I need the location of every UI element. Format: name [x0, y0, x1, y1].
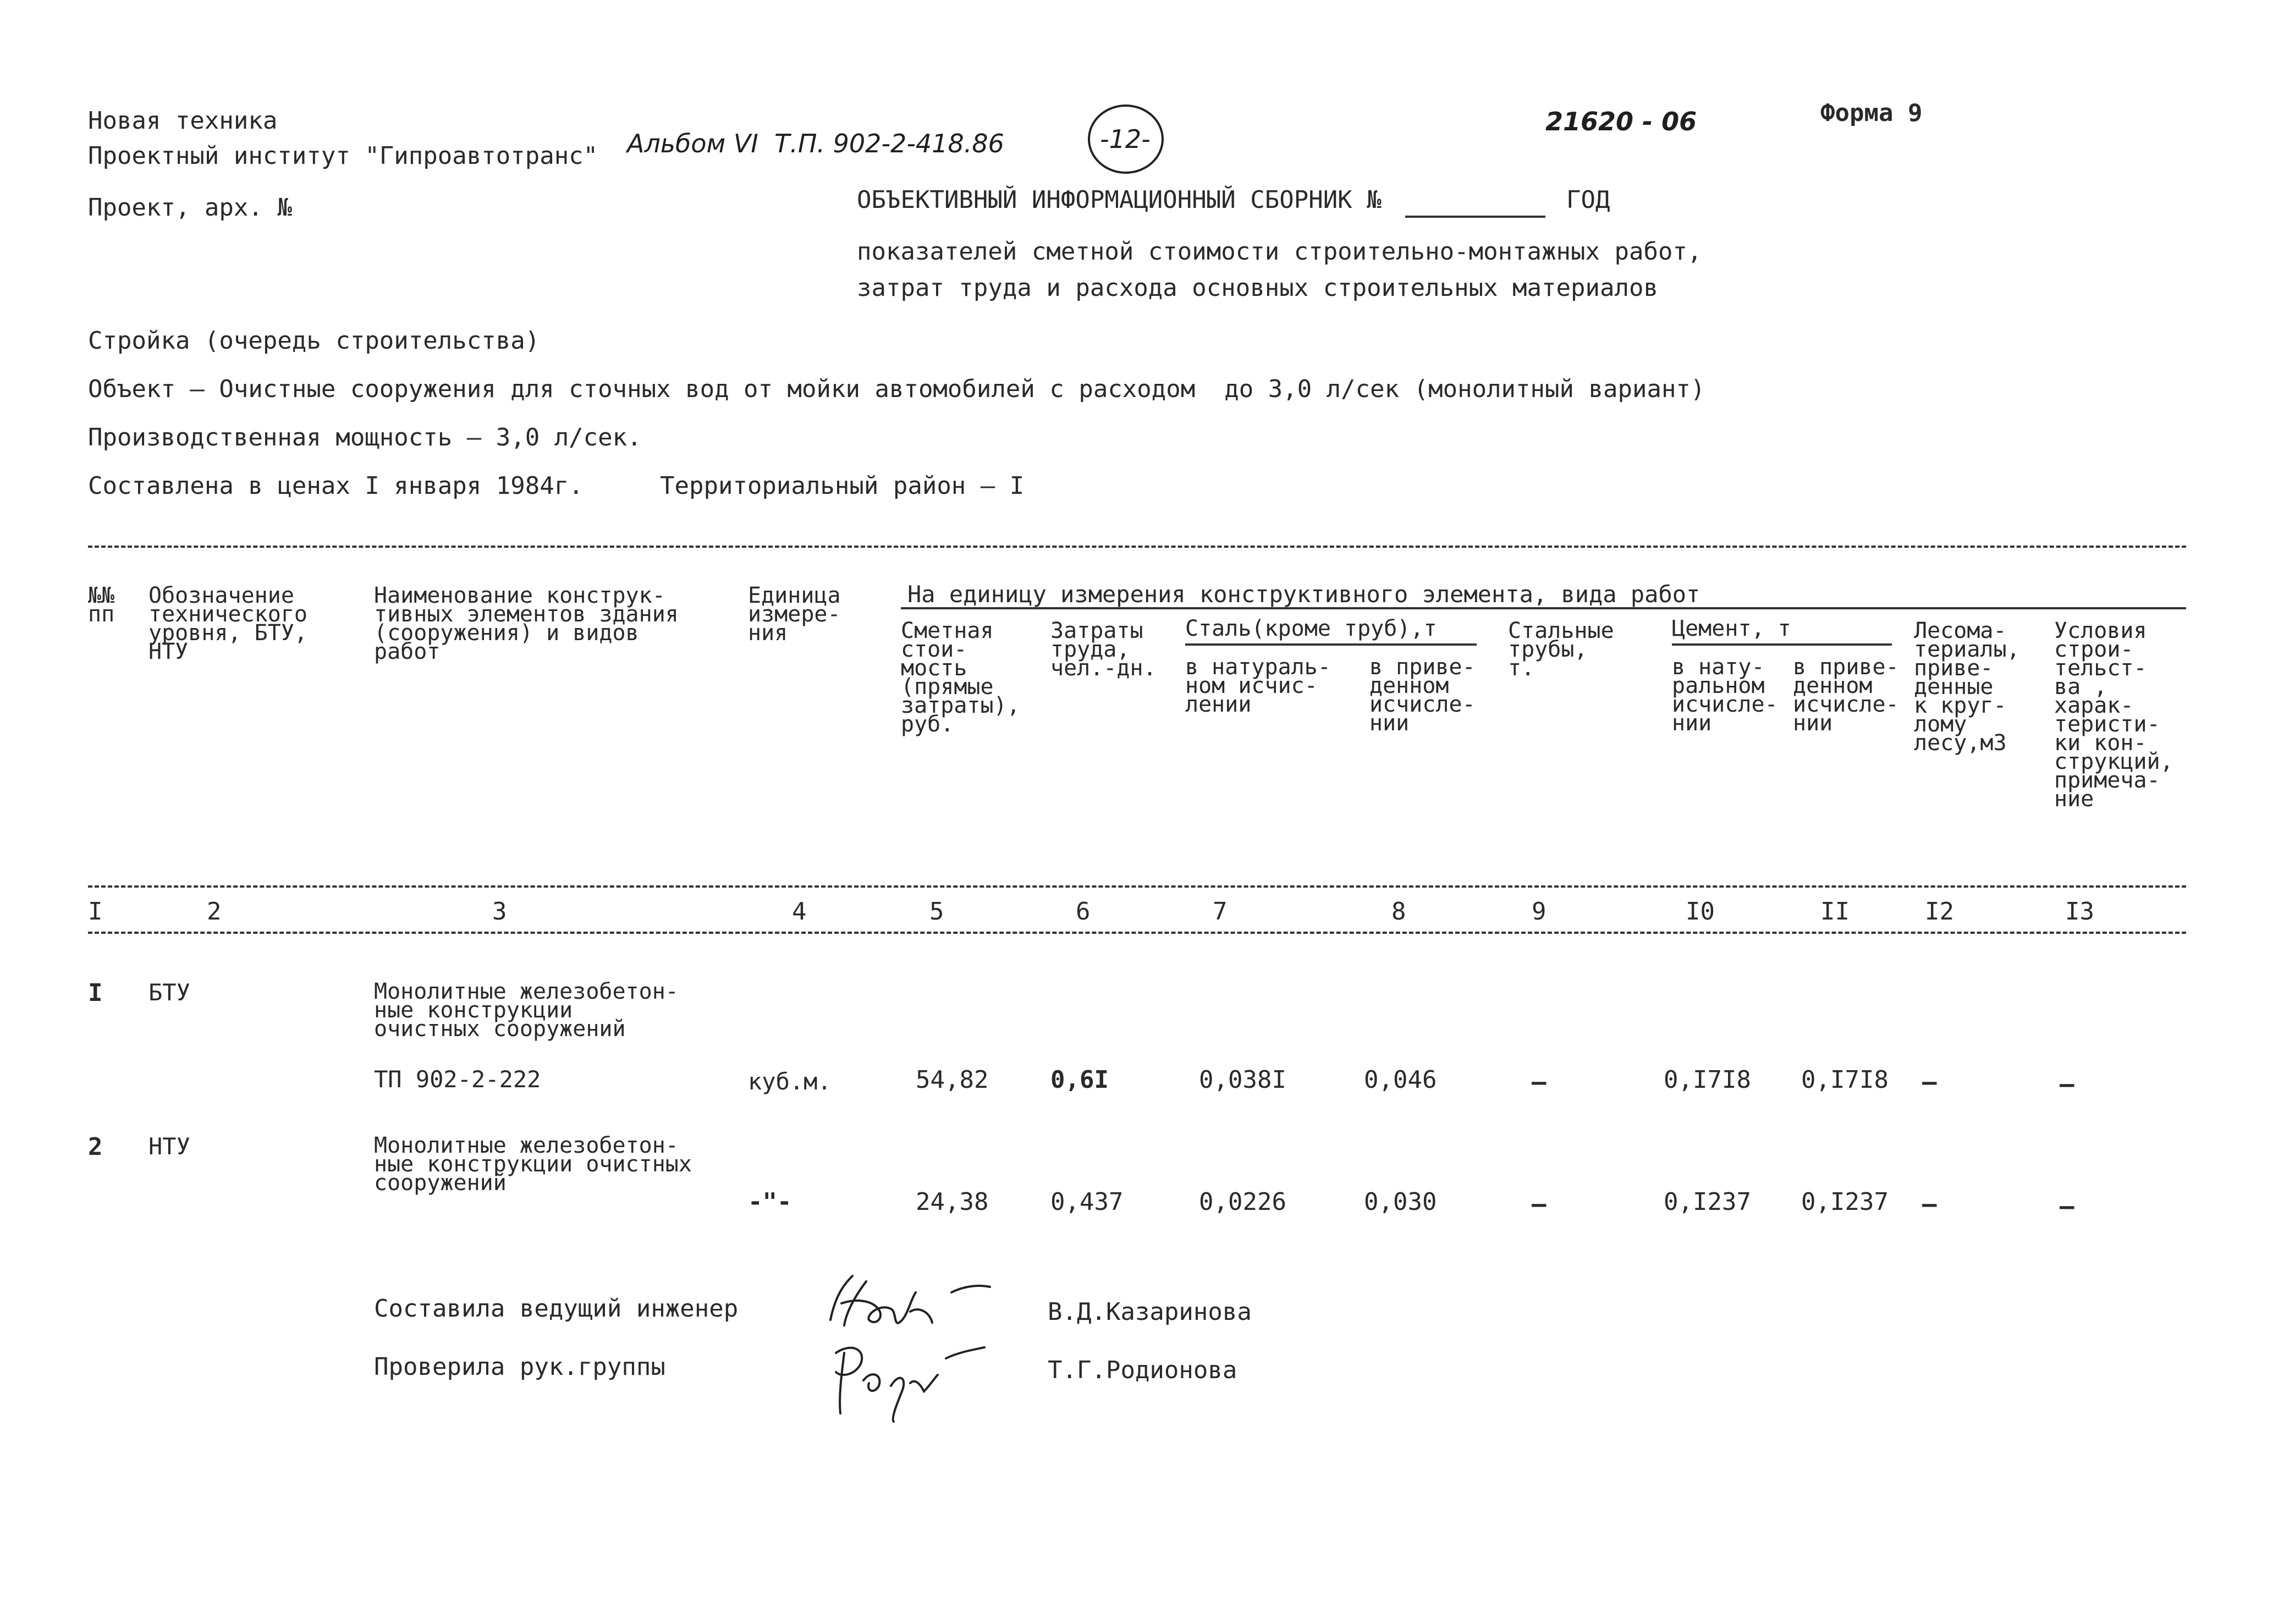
row-cement-reduced: 0,I237 — [1801, 1188, 1889, 1216]
col-number: I2 — [1925, 898, 1954, 926]
col-header-11: в приве- денном исчисле- нии — [1793, 654, 1899, 736]
prices-line: Составлена в ценах I января 1984г. — [88, 472, 584, 500]
compiled-by-label: Составила ведущий инженер — [374, 1295, 739, 1323]
year-label: ГОД — [1566, 186, 1610, 214]
col-number: 2 — [207, 898, 222, 926]
row-cement-natural: 0,I7I8 — [1664, 1066, 1751, 1094]
row-steel-reduced: 0,030 — [1364, 1188, 1437, 1216]
construction-line: Стройка (очередь строительства) — [88, 327, 540, 355]
row-timber: – — [1922, 1068, 1937, 1096]
col-group-rule — [901, 607, 2186, 609]
col-number: I0 — [1686, 898, 1715, 926]
checker-signature — [814, 1331, 995, 1424]
steel-group-rule — [1185, 643, 1477, 646]
row-number: 2 — [88, 1133, 103, 1161]
col-header-5: Сметная стои- мость (прямые затраты), руб. — [901, 618, 1020, 737]
col-numbers-bottom-rule — [88, 932, 2186, 934]
compiler-signature — [814, 1259, 995, 1342]
col-number: 5 — [929, 898, 944, 926]
checked-by-label: Проверила рук.группы — [374, 1353, 665, 1381]
row-notes: – — [2060, 1192, 2074, 1220]
row-level: НТУ — [148, 1133, 190, 1160]
page-number: -12- — [1100, 124, 1151, 154]
col-header-8: в приве- денном исчисле- нии — [1369, 654, 1476, 736]
col-number: II — [1820, 898, 1850, 926]
col-number: I — [88, 898, 103, 926]
region-line: Территориальный район – I — [660, 472, 1025, 500]
col-numbers-top-rule — [88, 885, 2186, 888]
col-number: I3 — [2065, 898, 2094, 926]
col-header-2: Обозначение технического уровня, БТУ, НТУ — [148, 583, 307, 664]
form-label: Форма 9 — [1820, 99, 1923, 127]
col-number: 3 — [492, 898, 507, 926]
cement-group-header: Цемент, т — [1672, 616, 1791, 641]
row-cost: 54,82 — [916, 1066, 989, 1094]
row-steel-natural: 0,0226 — [1199, 1188, 1286, 1216]
row-number: I — [88, 979, 103, 1007]
row-name: Монолитные железобетон- ные конструкции очистных сооружений — [374, 979, 679, 1042]
row-steel-pipes: – — [1532, 1068, 1546, 1096]
row-unit: куб.м. — [748, 1068, 832, 1095]
row-level: БТУ — [148, 979, 190, 1006]
capacity-line: Производственная мощность – 3,0 л/сек. — [88, 423, 642, 452]
org-line-2: Проектный институт "Гипроавтотранс" — [88, 142, 598, 170]
col-header-1: №№ пп — [88, 583, 115, 627]
col-number: 8 — [1391, 898, 1406, 926]
col-number: 9 — [1532, 898, 1546, 926]
row-steel-reduced: 0,046 — [1364, 1066, 1437, 1094]
row-cement-natural: 0,I237 — [1664, 1188, 1751, 1216]
row-steel-pipes: – — [1532, 1190, 1546, 1218]
subtitle-line-1: показателей сметной стоимости строительно-монтажных работ, — [857, 238, 1702, 266]
object-line: Объект – Очистные сооружения для сточных вод от мойки автомобилей с расходом до 3,0 л/сек (монолитный вариант) — [88, 375, 1705, 403]
col-number: 6 — [1076, 898, 1091, 926]
row-timber: – — [1922, 1190, 1937, 1218]
subtitle-line-2: затрат труда и расхода основных строительных материалов — [857, 274, 1658, 302]
col-number: 7 — [1213, 898, 1228, 926]
col-group-header: На единицу измерения конструктивного элемента, вида работ — [907, 581, 1700, 608]
project-label: Проект, арх. № — [88, 194, 292, 222]
col-header-10: в нату- ральном исчисле- нии — [1672, 654, 1778, 736]
collection-number-blank — [1405, 216, 1545, 218]
row-cement-reduced: 0,I7I8 — [1801, 1066, 1889, 1094]
col-header-6: Затраты труда, чел.-дн. — [1050, 618, 1157, 681]
table-top-rule — [88, 546, 2186, 548]
col-header-3: Наименование конструк- тивных элементов здания (сооружения) и видов работ — [374, 583, 679, 664]
col-header-12: Лесома- териалы, приве- денные к круг- лому лесу,м3 — [1914, 618, 2020, 756]
row-labor: 0,437 — [1050, 1188, 1124, 1216]
row-cost: 24,38 — [916, 1188, 989, 1216]
collection-title: ОБЪЕКТИВНЫЙ ИНФОРМАЦИОННЫЙ СБОРНИК № — [857, 186, 1382, 214]
row-notes: – — [2060, 1070, 2074, 1098]
row-labor: 0,6I — [1050, 1066, 1109, 1094]
col-number: 4 — [792, 898, 807, 926]
row-reference: ТП 902-2-222 — [374, 1066, 541, 1093]
col-header-7: в натураль- ном исчис- лении — [1185, 654, 1331, 717]
org-line-1: Новая техника — [88, 107, 278, 135]
album-handwritten-note: Альбом VI Т.П. 902-2-418.86 — [627, 129, 1004, 158]
compiled-by-name: В.Д.Казаринова — [1048, 1298, 1252, 1326]
col-header-4: Единица измере- ния — [748, 583, 841, 646]
col-header-9: Стальные трубы, т. — [1508, 618, 1614, 681]
checked-by-name: Т.Г.Родионова — [1048, 1356, 1237, 1384]
document-code: 21620 - 06 — [1545, 107, 1697, 136]
col-header-13: Условия строи- тельст- ва , харак- теристи- ки кон- струкций, примеча- ние — [2054, 618, 2173, 812]
row-name: Монолитные железобетон- ные конструкции очистных сооружений — [374, 1133, 692, 1196]
row-steel-natural: 0,038I — [1199, 1066, 1286, 1094]
row-unit: -"- — [748, 1188, 792, 1216]
steel-group-header: Сталь(кроме труб),т — [1185, 616, 1437, 641]
cement-group-rule — [1672, 643, 1892, 646]
